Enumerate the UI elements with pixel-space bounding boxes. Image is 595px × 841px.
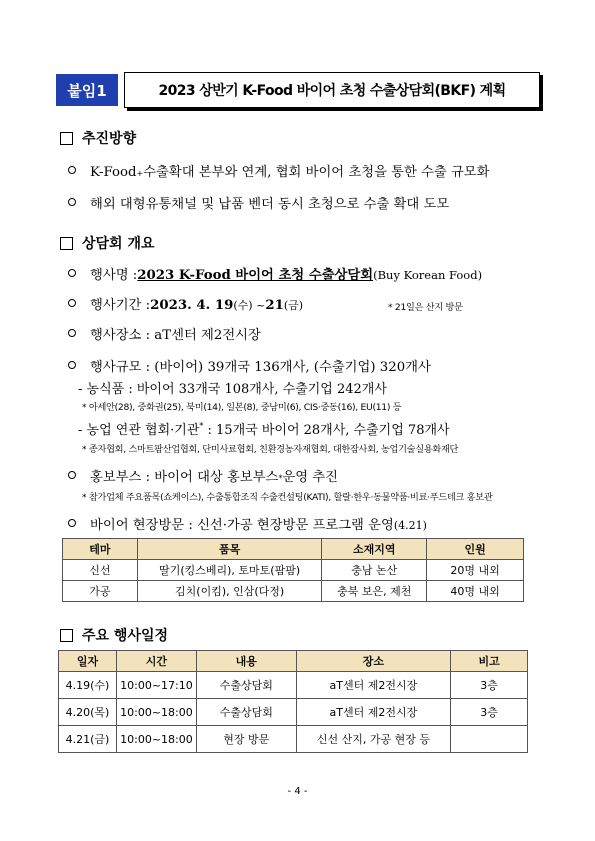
section-heading-overview <box>60 233 155 253</box>
table-row <box>63 581 524 602</box>
table-cell: 10:00~18:00 <box>116 699 196 726</box>
section-title: 추진방향 <box>82 131 137 147</box>
table-cell: 수출상담회 <box>196 672 296 699</box>
event-name <box>68 264 482 283</box>
event-name-value: 2023 K-Food 바이어 초청 수출상담회 <box>137 268 374 283</box>
section-title: 상담회 개요 <box>82 236 155 252</box>
event-scale <box>68 356 431 375</box>
document-title: 2023 상반기 K-Food 바이어 초청 수출상담회(BKF) 계획 <box>124 72 540 108</box>
promo-note: * 참가업체 주요품목(쇼케이스), 수출통합조직 수출컨설팅(KATI), 할랄·한우·동물약품·비료·푸드테크 홍보관 <box>82 492 493 503</box>
bullet-text: K-Food <box>90 165 137 180</box>
period-start: 2023. 4. 19 <box>150 298 234 313</box>
scale-assoc-text: : 15개국 바이어 28개사, 수출기업 78개사 <box>203 423 450 438</box>
section-heading-direction <box>60 128 136 148</box>
table-cell: 3층 <box>451 672 528 699</box>
table-cell: 가공 <box>63 581 138 602</box>
scale-agri: - 농식품 : 바이어 33개국 108개사, 수출기업 242개사 <box>78 382 387 397</box>
label: 행사명 : <box>90 268 138 283</box>
table-cell: 수출상담회 <box>196 699 296 726</box>
table-cell: 10:00~17:10 <box>116 672 196 699</box>
superscript: * <box>199 421 204 431</box>
table-header: 비고 <box>451 651 528 672</box>
superscript: + <box>136 169 144 178</box>
section-heading-schedule <box>60 625 168 645</box>
scale-assoc-text: - 농업 연관 협회·기관 <box>78 423 200 438</box>
period-end: 21 <box>265 298 284 313</box>
table-row <box>63 560 524 581</box>
table-cell: 4.19(수) <box>59 672 117 699</box>
table-header-row <box>63 539 524 560</box>
circle-bullet-icon <box>68 198 76 206</box>
table-row <box>59 699 528 726</box>
period-note: * 21일은 산지 방문 <box>388 302 463 313</box>
table-header: 일자 <box>59 651 117 672</box>
bullet-text: 수출확대 본부와 연계, 협회 바이어 초청을 통한 수출 규모화 <box>143 165 490 180</box>
table-cell: 40명 내외 <box>427 581 524 602</box>
promo-text: 홍보부스 : 바이어 대상 홍보부스 <box>90 470 279 485</box>
schedule-table <box>58 650 528 753</box>
promo-booth <box>68 466 338 485</box>
table-row <box>59 726 528 753</box>
scale-assoc <box>78 419 450 438</box>
attachment-tag: 붙임1 <box>56 74 118 106</box>
circle-bullet-icon <box>68 269 76 277</box>
visit-text: 바이어 현장방문 : 신선·가공 현장방문 프로그램 운영 <box>90 518 394 533</box>
table-cell: 충북 보은, 제천 <box>322 581 427 602</box>
square-bullet-icon <box>60 132 73 145</box>
label: 행사기간 : <box>90 298 151 313</box>
table-header: 내용 <box>196 651 296 672</box>
bullet-text: 해외 대형유통채널 및 납품 벤더 동시 초청으로 수출 확대 도모 <box>90 197 450 212</box>
circle-bullet-icon <box>68 361 76 369</box>
circle-bullet-icon <box>68 166 76 174</box>
table-cell: 4.20(목) <box>59 699 117 726</box>
table-cell: 4.21(금) <box>59 726 117 753</box>
bullet-item <box>68 161 490 180</box>
table-cell <box>451 726 528 753</box>
visit-table <box>62 538 524 602</box>
visit-date: (4.21) <box>393 519 427 532</box>
table-cell: 김치(이킴), 인삼(다정) <box>137 581 322 602</box>
table-header: 테마 <box>63 539 138 560</box>
table-header: 품목 <box>137 539 322 560</box>
table-cell: 현장 방문 <box>196 726 296 753</box>
square-bullet-icon <box>60 237 73 250</box>
circle-bullet-icon <box>68 329 76 337</box>
table-cell: aT센터 제2전시장 <box>296 672 451 699</box>
buyer-visit <box>68 514 427 533</box>
event-name-en: (Buy Korean Food) <box>373 268 483 282</box>
promo-text: 운영 추진 <box>282 470 338 485</box>
bullet-item <box>68 193 449 212</box>
table-cell: 충남 논산 <box>322 560 427 581</box>
table-cell: 신선 <box>63 560 138 581</box>
page-number: - 4 - <box>287 786 308 797</box>
table-cell: 20명 내외 <box>427 560 524 581</box>
table-cell: 10:00~18:00 <box>116 726 196 753</box>
circle-bullet-icon <box>68 471 76 479</box>
table-cell: 신선 산지, 가공 현장 등 <box>296 726 451 753</box>
table-header: 장소 <box>296 651 451 672</box>
scale-text: 행사규모 : (바이어) 39개국 136개사, (수출기업) 320개사 <box>90 360 431 375</box>
scale-agri-note: * 아세안(28), 중화권(25), 북미(14), 일본(8), 중남미(6), CIS·중동(16), EU(11) 등 <box>82 402 402 413</box>
period-text: (수) ~ <box>233 299 266 312</box>
square-bullet-icon <box>60 629 73 642</box>
venue-text: 행사장소 : aT센터 제2전시장 <box>90 328 261 343</box>
scale-assoc-note: * 종자협회, 스마트팜산업협회, 단미사료협회, 친환경농자재협회, 대한잠사회, 농업기술실용화재단 <box>82 444 459 455</box>
table-cell: 딸기(킹스베리), 토마토(팜팜) <box>137 560 322 581</box>
table-header: 소재지역 <box>322 539 427 560</box>
table-header: 인원 <box>427 539 524 560</box>
period-text: (금) <box>283 299 304 312</box>
table-header: 시간 <box>116 651 196 672</box>
circle-bullet-icon <box>68 299 76 307</box>
table-cell: 3층 <box>451 699 528 726</box>
event-venue <box>68 324 261 343</box>
table-header-row <box>59 651 528 672</box>
table-cell: aT센터 제2전시장 <box>296 699 451 726</box>
table-row <box>59 672 528 699</box>
circle-bullet-icon <box>68 519 76 527</box>
superscript: * <box>278 474 283 483</box>
section-title: 주요 행사일정 <box>82 628 169 644</box>
event-period <box>68 294 303 313</box>
